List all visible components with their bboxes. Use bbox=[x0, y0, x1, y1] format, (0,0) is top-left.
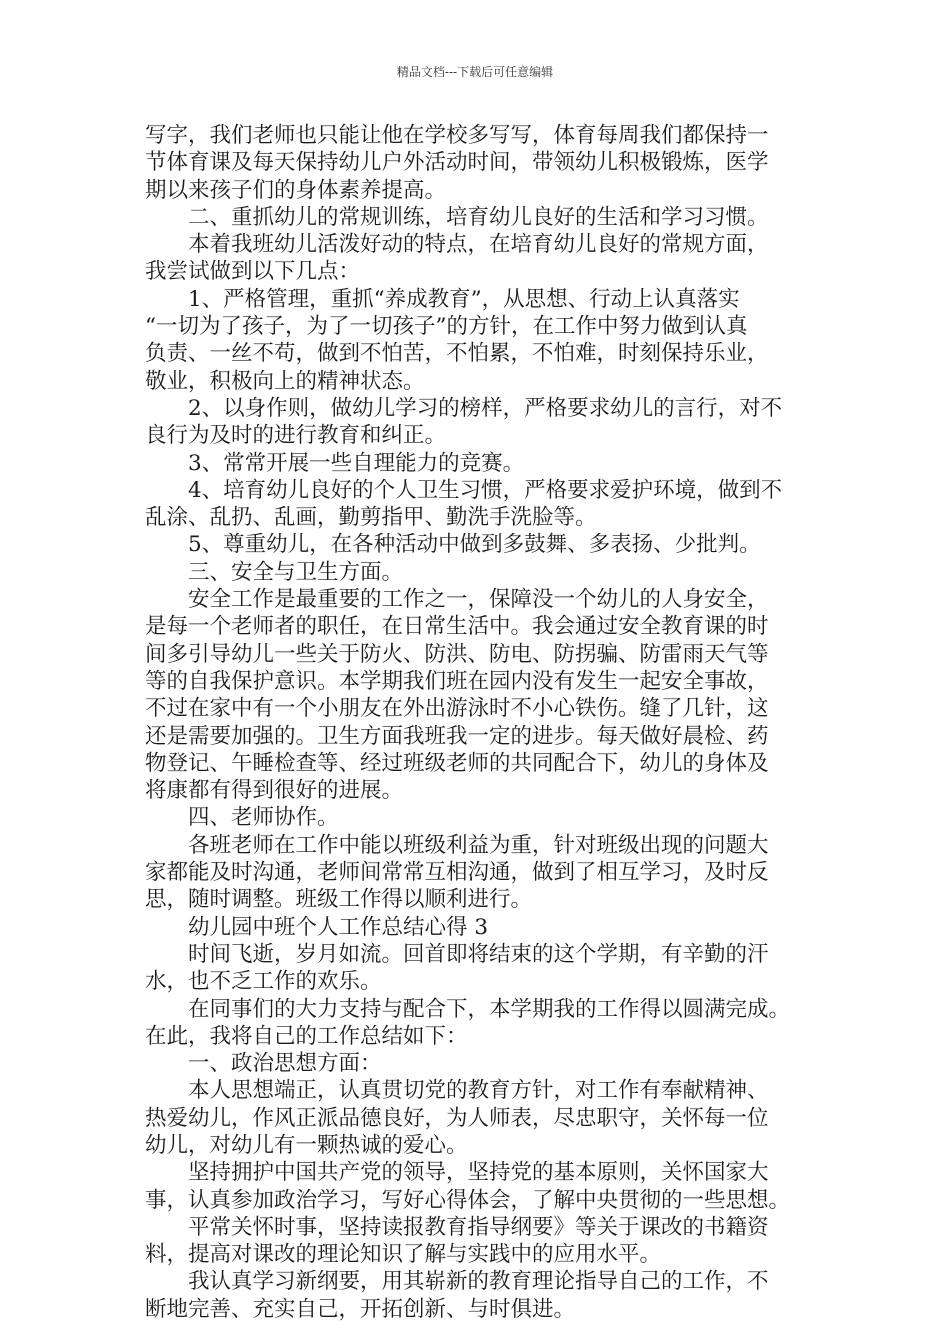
text-line: 乱涂、乱扔、乱画，勤剪指甲、勤洗手洗脸等。 bbox=[145, 505, 597, 531]
text-line: 我认真学习新纲要，用其崭新的教育理论指导自己的工作，不 bbox=[188, 1269, 769, 1295]
text-line: 1、严格管理，重抓“养成教育”，从思想、行动上认真落实 bbox=[188, 286, 740, 312]
text-line: 敬业，积极向上的精神状态。 bbox=[145, 368, 425, 394]
text-line: 热爱幼儿，作风正派品德良好，为人师表，尽忠职守，关怀每一位 bbox=[145, 1105, 769, 1131]
text-line: 一、政治思想方面： bbox=[188, 1051, 382, 1077]
text-line: 在此，我将自己的工作总结如下： bbox=[145, 1023, 468, 1049]
text-line: 物登记、午睡检查等、经过班级老师的共同配合下，幼儿的身体及 bbox=[145, 750, 769, 776]
text-line: 还是需要加强的。卫生方面我班我一定的进步。每天做好晨检、药 bbox=[145, 723, 769, 749]
text-line: 坚持拥护中国共产党的领导，坚持党的基本原则，关怀国家大 bbox=[188, 1160, 769, 1186]
text-line: 间多引导幼儿一些关于防火、防洪、防电、防拐骗、防雷雨天气等 bbox=[145, 641, 769, 667]
text-line: 三、安全与卫生方面。 bbox=[188, 559, 404, 585]
text-line: 我尝试做到以下几点： bbox=[145, 259, 361, 285]
text-line: 节体育课及每天保持幼儿户外活动时间，带领幼儿积极锻炼，医学 bbox=[145, 150, 769, 176]
text-line: 良行为及时的进行教育和纠正。 bbox=[145, 423, 447, 449]
text-line: 时间飞逝，岁月如流。回首即将结束的这个学期，有辛勤的汗 bbox=[188, 941, 769, 967]
text-line: 思，随时调整。班级工作得以顺利进行。 bbox=[145, 887, 533, 913]
text-line: 2、以身作则，做幼儿学习的榜样，严格要求幼儿的言行，对不 bbox=[188, 395, 783, 421]
text-line: “一切为了孩子，为了一切孩子”的方针，在工作中努力做到认真 bbox=[145, 314, 748, 340]
text-line: 将康都有得到很好的进展。 bbox=[145, 778, 404, 804]
text-line: 期以来孩子们的身体素养提高。 bbox=[145, 177, 447, 203]
text-line: 是每一个老师者的职任，在日常生活中。我会通过安全教育课的时 bbox=[145, 614, 769, 640]
text-line: 料，提高对课改的理论知识了解与实践中的应用水平。 bbox=[145, 1242, 662, 1268]
text-line: 断地完善、充实自己，开拓创新、与时俱进。 bbox=[145, 1296, 576, 1322]
text-line: 安全工作是最重要的工作之一，保障没一个幼儿的人身安全， bbox=[188, 587, 769, 613]
text-line: 本着我班幼儿活泼好动的特点，在培育幼儿良好的常规方面， bbox=[188, 232, 769, 258]
text-line: 不过在家中有一个小朋友在外出游泳时不小心铁伤。缝了几针，这 bbox=[145, 696, 769, 722]
text-line: 幼儿园中班个人工作总结心得 3 bbox=[188, 914, 489, 940]
text-line: 本人思想端正，认真贯切党的教育方针，对工作有奉献精神、 bbox=[188, 1078, 769, 1104]
text-line: 平常关怀时事，坚持读报教育指导纲要》等关于课改的书籍资 bbox=[188, 1214, 769, 1240]
text-line: 5、尊重幼儿，在各种活动中做到多鼓舞、多表扬、少批判。 bbox=[188, 532, 761, 558]
text-line: 等的自我保护意识。本学期我们班在园内没有发生一起安全事故， bbox=[145, 668, 769, 694]
text-line: 3、常常开展一些自理能力的竞赛。 bbox=[188, 450, 525, 476]
text-line: 在同事们的大力支持与配合下，本学期我的工作得以圆满完成。 bbox=[188, 996, 791, 1022]
document-body bbox=[145, 122, 821, 1323]
page-header: 精品文档---下载后可任意编辑 bbox=[396, 65, 554, 79]
text-line: 4、培育幼儿良好的个人卫生习惯，严格要求爱护环境，做到不 bbox=[188, 477, 783, 503]
text-line: 事，认真参加政治学习，写好心得体会，了解中央贯彻的一些思想。 bbox=[145, 1187, 791, 1213]
text-line: 水，也不乏工作的欢乐。 bbox=[145, 969, 382, 995]
text-line: 负责、一丝不苟，做到不怕苦，不怕累，不怕难，时刻保持乐业， bbox=[145, 341, 769, 367]
text-line: 写字，我们老师也只能让他在学校多写写，体育每周我们都保持一 bbox=[145, 123, 769, 148]
text-line: 二、重抓幼儿的常规训练，培育幼儿良好的生活和学习习惯。 bbox=[188, 204, 769, 230]
text-line: 幼儿，对幼儿有一颗热诚的爱心。 bbox=[145, 1132, 468, 1158]
text-line: 各班老师在工作中能以班级利益为重，针对班级出现的问题大 bbox=[188, 832, 769, 858]
text-line: 四、老师协作。 bbox=[188, 805, 339, 831]
text-line: 家都能及时沟通，老师间常常互相沟通，做到了相互学习，及时反 bbox=[145, 860, 769, 886]
